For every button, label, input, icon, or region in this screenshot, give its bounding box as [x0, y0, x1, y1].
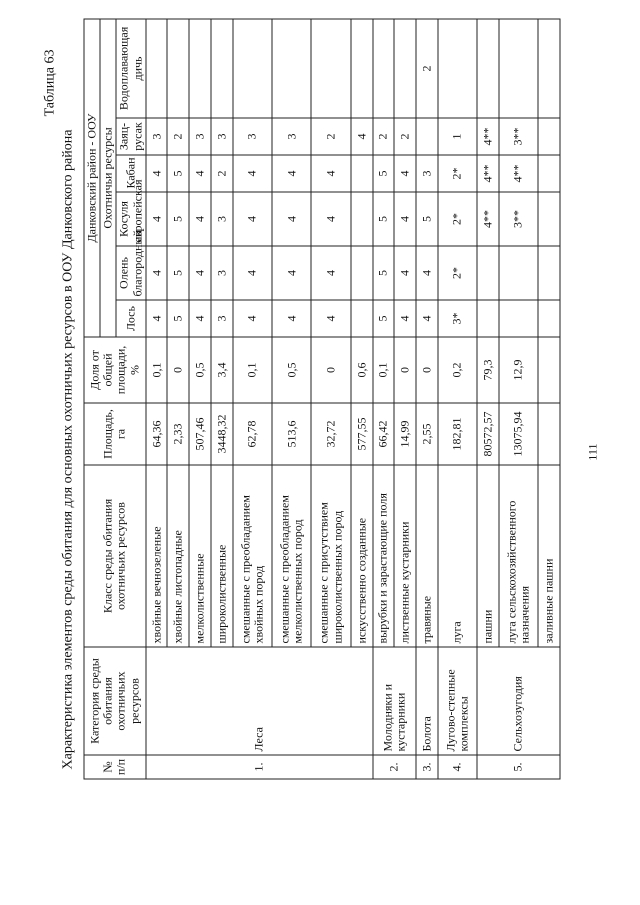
cell-value: 4 — [233, 300, 272, 337]
cell-value — [438, 19, 477, 118]
cell-value — [272, 19, 311, 118]
cell-area: 513,6 — [272, 403, 311, 465]
cell-value: 1 — [438, 118, 477, 155]
cell-value: 5 — [373, 155, 395, 192]
habitat-table — [84, 18, 561, 779]
cell-value: 4 — [233, 192, 272, 246]
header-species: Кабан — [116, 155, 145, 192]
cell-value: 4 — [311, 192, 350, 246]
cell-area: 66,42 — [373, 403, 395, 465]
cell-share: 0,1 — [233, 337, 272, 403]
cell-area: 2,55 — [416, 403, 438, 465]
cell-share: 12,9 — [499, 337, 538, 403]
cell-value — [538, 19, 560, 118]
cell-value: 4 — [416, 300, 438, 337]
header-species: Водоплавающая дичь — [116, 19, 145, 118]
page-number: 111 — [585, 443, 600, 461]
cell-value: 2* — [438, 246, 477, 300]
cell-class: хвойные листопадные — [167, 465, 189, 647]
cell-share: 0,2 — [438, 337, 477, 403]
cell-value — [167, 19, 189, 118]
cell-value — [477, 246, 499, 300]
cell-value: 5 — [373, 246, 395, 300]
cell-value: 4** — [499, 155, 538, 192]
header-class: Класс среды обитания охотничьих ресурсов — [84, 465, 146, 647]
cell-value: 4** — [477, 155, 499, 192]
cell-class: луга сельскохозяйственного назначения — [499, 465, 538, 647]
cell-value: 5 — [416, 192, 438, 246]
cell-share: 0,1 — [146, 337, 168, 403]
cell-value: 4 — [311, 155, 350, 192]
table-row — [416, 19, 438, 779]
cell-class: травяные — [416, 465, 438, 647]
table-row — [373, 19, 395, 779]
cell-value — [233, 19, 272, 118]
cell-value — [538, 192, 560, 246]
cell-value: 4 — [394, 300, 416, 337]
cell-class: вырубки и зарастающие поля — [373, 465, 395, 647]
cell-value: 3** — [499, 192, 538, 246]
cell-value: 4 — [416, 246, 438, 300]
table-row — [477, 19, 499, 779]
header-district: Данковский район - ООУ — [84, 19, 100, 337]
cell-value: 3 — [146, 118, 168, 155]
cell-value: 4 — [311, 300, 350, 337]
cell-share: 0,1 — [373, 337, 395, 403]
cell-value: 2 — [167, 118, 189, 155]
cell-value: 4 — [394, 246, 416, 300]
cell-value: 5 — [167, 300, 189, 337]
cell-value: 4 — [189, 300, 211, 337]
cell-value — [477, 19, 499, 118]
cell-area: 2,33 — [167, 403, 189, 465]
cell-area: 32,72 — [311, 403, 350, 465]
cell-num: 4. — [438, 755, 477, 779]
cell-value: 2* — [438, 192, 477, 246]
cell-value — [538, 300, 560, 337]
cell-class: смешанные с преобладанием мелколиственных пород — [272, 465, 311, 647]
cell-value: 4 — [394, 155, 416, 192]
header-row-1 — [84, 19, 100, 779]
cell-share: 0,5 — [189, 337, 211, 403]
cell-value: 4 — [272, 192, 311, 246]
cell-value: 3 — [211, 192, 233, 246]
cell-num: 1. — [146, 755, 373, 779]
cell-value — [351, 19, 373, 118]
cell-value: 3 — [211, 300, 233, 337]
cell-class: пашни — [477, 465, 499, 647]
table-number: Таблица 63 — [42, 49, 58, 117]
cell-value — [499, 19, 538, 118]
cell-value: 5 — [167, 155, 189, 192]
cell-value: 4** — [477, 192, 499, 246]
cell-class: заливные пашни — [538, 465, 560, 647]
cell-value: 3 — [272, 118, 311, 155]
cell-area: 14,99 — [394, 403, 416, 465]
cell-value: 4 — [233, 246, 272, 300]
cell-category: Леса — [146, 647, 373, 755]
cell-class: смешанные с присутствием широколиственных пород — [311, 465, 350, 647]
cell-share: 79,3 — [477, 337, 499, 403]
cell-value: 2 — [211, 155, 233, 192]
cell-area: 507,46 — [189, 403, 211, 465]
cell-value: 4 — [146, 246, 168, 300]
cell-value: 5 — [373, 192, 395, 246]
cell-share: 0,6 — [351, 337, 373, 403]
cell-value — [416, 118, 438, 155]
table-body — [146, 19, 560, 779]
cell-value: 4 — [146, 192, 168, 246]
rotated-page — [1, 0, 640, 905]
cell-value: 2* — [438, 155, 477, 192]
cell-category: Молодняки и кустарники — [373, 647, 416, 755]
cell-value: 4** — [477, 118, 499, 155]
cell-area: 13075,94 — [499, 403, 538, 465]
cell-num: 2. — [373, 755, 416, 779]
cell-value: 3 — [211, 246, 233, 300]
cell-value — [146, 19, 168, 118]
header-resources: Охотничьи ресурсы — [100, 19, 116, 337]
cell-value — [351, 155, 373, 192]
cell-value: 4 — [351, 118, 373, 155]
cell-value: 3 — [416, 155, 438, 192]
cell-value: 4 — [394, 192, 416, 246]
cell-value — [538, 118, 560, 155]
header-species: Заяц-русак — [116, 118, 145, 155]
cell-area: 577,55 — [351, 403, 373, 465]
cell-share: 3,4 — [211, 337, 233, 403]
cell-value — [477, 300, 499, 337]
cell-num: 3. — [416, 755, 438, 779]
cell-value: 5 — [167, 246, 189, 300]
cell-class: луга — [438, 465, 477, 647]
cell-value — [373, 19, 395, 118]
cell-value: 2 — [416, 19, 438, 118]
cell-value — [211, 19, 233, 118]
cell-area: 80572,57 — [477, 403, 499, 465]
cell-class: смешанные с преобладанием хвойных пород — [233, 465, 272, 647]
cell-category: Болота — [416, 647, 438, 755]
cell-value: 4 — [146, 155, 168, 192]
cell-value: 5 — [373, 300, 395, 337]
cell-value: 4 — [272, 155, 311, 192]
cell-value: 5 — [167, 192, 189, 246]
cell-value: 4 — [272, 246, 311, 300]
cell-value — [394, 19, 416, 118]
cell-value: 2 — [373, 118, 395, 155]
cell-value — [499, 246, 538, 300]
header-species: Олень благородный — [116, 246, 145, 300]
cell-share: 0,5 — [272, 337, 311, 403]
table-row — [146, 19, 168, 779]
cell-area: 64,36 — [146, 403, 168, 465]
cell-value: 3** — [499, 118, 538, 155]
cell-class: широколиственные — [211, 465, 233, 647]
cell-value: 4 — [189, 155, 211, 192]
header-share: Доля от общей площади, % — [84, 337, 146, 403]
cell-share: 0 — [311, 337, 350, 403]
header-species: Лось — [116, 300, 145, 337]
cell-value — [499, 300, 538, 337]
header-area: Площадь, га — [84, 403, 146, 465]
cell-share: 0 — [416, 337, 438, 403]
cell-class: мелколиственные — [189, 465, 211, 647]
cell-value: 3* — [438, 300, 477, 337]
cell-category: Лугово-степные комплексы — [438, 647, 477, 755]
cell-area — [538, 403, 560, 465]
cell-value — [189, 19, 211, 118]
cell-area: 62,78 — [233, 403, 272, 465]
cell-value: 4 — [189, 246, 211, 300]
cell-area: 3448,32 — [211, 403, 233, 465]
cell-value: 3 — [211, 118, 233, 155]
cell-value — [311, 19, 350, 118]
cell-value: 4 — [311, 246, 350, 300]
cell-num: 5. — [477, 755, 560, 779]
header-category: Категория среды обитания охотничьих ресурсов — [84, 647, 146, 755]
cell-value: 3 — [233, 118, 272, 155]
cell-class: хвойные вечнозеленые — [146, 465, 168, 647]
cell-value — [351, 192, 373, 246]
cell-value — [351, 300, 373, 337]
table-row — [438, 19, 477, 779]
cell-value: 4 — [189, 192, 211, 246]
cell-share — [538, 337, 560, 403]
cell-value: 4 — [272, 300, 311, 337]
cell-value — [538, 246, 560, 300]
cell-value: 4 — [233, 155, 272, 192]
cell-value: 2 — [311, 118, 350, 155]
cell-value — [351, 246, 373, 300]
cell-value: 4 — [146, 300, 168, 337]
cell-share: 0 — [394, 337, 416, 403]
page-title: Характеристика элементов среды обитания для основных охотничьих ресурсов в ООУ Данковского района — [60, 129, 76, 770]
cell-value — [538, 155, 560, 192]
header-num: № п/п — [84, 755, 146, 779]
cell-share: 0 — [167, 337, 189, 403]
cell-value: 3 — [189, 118, 211, 155]
cell-class: искусственно созданные — [351, 465, 373, 647]
header-species: Косуля европейская — [116, 192, 145, 246]
cell-category: Сельхозугодия — [477, 647, 560, 755]
cell-area: 182,81 — [438, 403, 477, 465]
cell-class: лиственные кустарники — [394, 465, 416, 647]
cell-value: 2 — [394, 118, 416, 155]
